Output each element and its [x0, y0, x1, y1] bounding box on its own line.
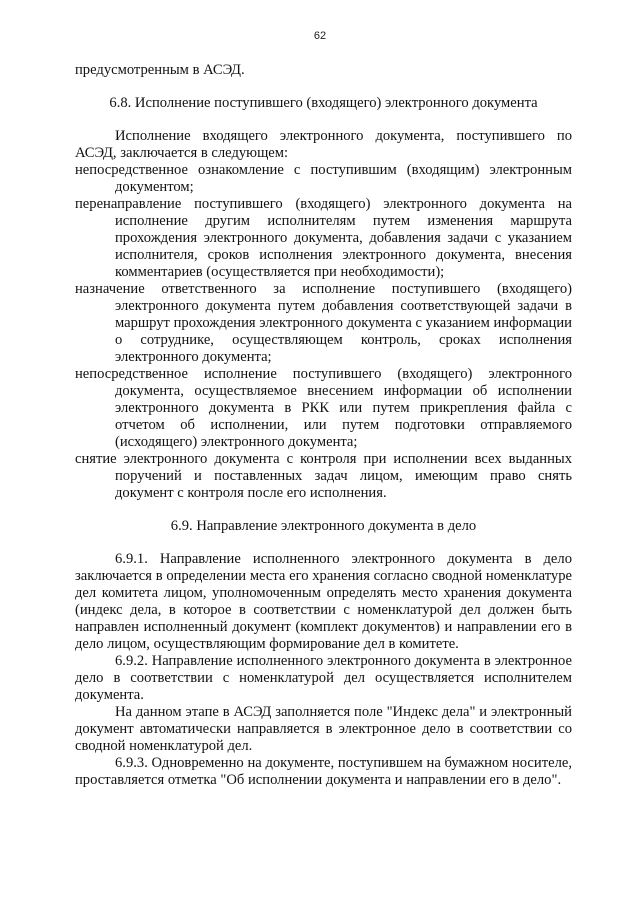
item-6-8-5: снятие электронного документа с контроля при исполнении всех выданных поручений и поставленных задач лицом, имеющим право снять документ с контроля после его исполнения. [75, 451, 572, 501]
item-6-8-3: назначение ответственного за исполнение поступившего (входящего) электронного документа путем добавления соответствующей задачи в маршрут прохождения электронного документа с указанием информации о сотруднике, осуществляющем контроль, сроках исполнения электронного документа; [75, 281, 572, 365]
continuation-line: предусмотренным в АСЭД. [75, 62, 245, 78]
page-number: 62 [313, 30, 327, 42]
item-6-8-2: перенаправление поступившего (входящего) электронного документа на исполнение другим исполнителям путем изменения маршрута прохождения электронного документа, добавления задачи с указанием исполнителя, сроков исполнения электронного документа, внесения комментариев (осуществляется при необходимости); [75, 196, 572, 280]
item-6-8-4: непосредственное исполнение поступившего (входящего) электронного документа, осуществляемое внесением информации об исполнении электронного документа в РКК или путем прикрепления файла с отчетом об исполнении, или путем подготовки отправляемого (исходящего) электронного документа; [75, 366, 572, 450]
para-6-9-2-detail: На данном этапе в АСЭД заполняется поле "Индекс дела" и электронный документ автоматически направляется в электронное дело в соответствии со сводной номенклатурой дел. [75, 704, 572, 754]
item-6-8-1: непосредственное ознакомление с поступившим (входящим) электронным документом; [75, 162, 572, 195]
para-6-9-2: 6.9.2. Направление исполненного электронного документа в электронное дело в соответствии с номенклатурой дел осуществляется исполнителем документа. [75, 653, 572, 703]
para-6-9-3: 6.9.3. Одновременно на документе, поступившем на бумажном носителе, проставляется отметка "Об исполнении документа и направлении его в дело". [75, 755, 572, 788]
section-heading-6-9: 6.9. Направление электронного документа в дело [170, 518, 477, 534]
section-heading-6-8: 6.8. Исполнение поступившего (входящего) электронного документа [109, 95, 538, 111]
intro-6-8: Исполнение входящего электронного документа, поступившего по АСЭД, заключается в следующем: [75, 128, 572, 161]
para-6-9-1: 6.9.1. Направление исполненного электронного документа в дело заключается в определении места его хранения согласно сводной номенклатуре дел комитета лицом, уполномоченным определять место хранения документа (индекс дела, в которое в соответствии с номенклатурой дел должен быть направлен исполненный документ (комплект документов) и направлении его в дело лицом, осуществляющим формирование дел в комитете. [75, 551, 572, 652]
document-body [75, 62, 572, 789]
